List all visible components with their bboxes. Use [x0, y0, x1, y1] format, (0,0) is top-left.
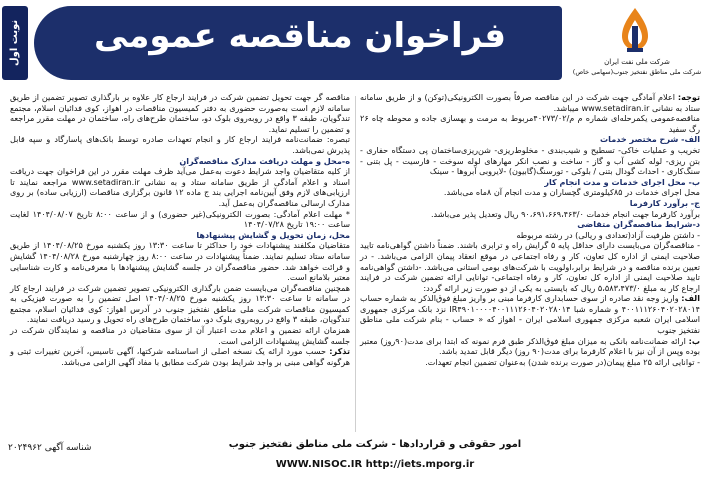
footer-department: امور حقوقی و قراردادها - شرکت ملی مناطق نفتخیز جنوب	[228, 439, 522, 450]
guarantee-option-a	[360, 293, 700, 335]
left-column	[10, 92, 350, 367]
section-a-heading: الف- شرح مختصر خدمات	[600, 134, 700, 145]
notice-title: فراخوان مناقصه عمومی	[93, 16, 507, 56]
physical-guarantee-text: همچنین مناقصه‌گران می‌بایست ضمن بارگذاری الکترونیکی تصویر تضمین شرکت در فرایند ارجاع کار در سامانه تا ساعت ۱۳:۳۰ روز یکشنبه مورخ ۱۴۰۴/۰۸/۲۵ اصل تضمین را به صورت فیزیکی به کمیسیون مناقصات شرکت ملی مناطق نفتخیز جنوب در آدرس اهواز: کوی فدائیان اسلام، مجتمع تندگویان، طبقه ۳ واقع در روبه‌روی بلوک دو، ساختمان طرح‌های راه تحویل و رسید دریافت نمایند.	[10, 282, 350, 325]
tender-number-paragraph: مناقصه‌عمومی یکمرحله‌ای شماره م م/۴۰۲۷۳/۰۲مربوط به مرمت و بهسازی جاده و محوطه چاه ۲۶ رگ سفید	[360, 113, 700, 134]
option-a-label: الف:	[681, 293, 700, 304]
attention-label: توجه:	[677, 92, 700, 102]
notice-header	[0, 0, 708, 88]
capacity-requirement: - داشتن ظرفیت آزاد(تعدادی و ریالی) در رشته مربوطه	[516, 229, 700, 240]
services-description: تخریب و عملیات خاکی- تسطیح و شیب‌بندی - مخلوط‌ریزی- شن‌ریزی‌ساختمان پی دستگاه حفاری - بتن ریزی- لوله کشی آب و گاز - ساخت و نصب انکر مهارهای لوله سوخت - فارسیت - پل بتنی - سنگ‌کاری - احداث گودال بتنی / بلوکی - تورسنگ(گابیون) -لایروبی آبروها - سینک	[360, 144, 700, 177]
reminder-text: حسب مورد ارائه یک نسخه اصلی از اساسنامه شرکتها، آگهی تاسیس، آخرین تغییرات ثبتی و هرگونه گواهی مبنی بر واجد شرایط بودن شرکت مطابق با مفاد آگهی الزامی می‌باشد.	[10, 346, 350, 367]
estimate-text: برآورد کارفرما جهت انجام خدمات ۹۰،۶۹۱،۶۶۹،۴۶۳/۰ ریال وتعدیل پذیر می‌باشد.	[430, 208, 700, 219]
option-b-label: ب:	[688, 335, 701, 346]
section-e-heading: ه-محل و مهلت دریافت مدارک مناقصه‌گران	[179, 155, 350, 166]
logo-company-name: شرکت ملی نفت ایران	[604, 58, 670, 66]
company-logo	[568, 2, 706, 86]
note-banks-text: تبصره: ضمانت‌نامه فرایند ارجاع کار و انجام تعهدات صادره توسط بانک‌های پاسارگاد و سپه قابل پذیرش نمی‌باشد.	[10, 134, 350, 155]
ad-id: شناسه آگهی ۲۰۲۴۹۶۲	[8, 443, 92, 453]
attention-paragraph	[360, 92, 700, 113]
guarantee-option-b	[360, 336, 700, 357]
validity-declaration-text: همزمان ارائه تضمین و اعلام مدت اعتبار آن از سوی متقاضیان در مناقصه و نمایندگان شرکت در جلسه گشایش پیشنهادات الزامی است.	[10, 325, 350, 346]
qualification-requirements: - مناقصه‌گران می‌بایست دارای حداقل پایه ۵ گرایش راه و ترابری باشند. ضمناً داشتن گواهی‌نامه تایید صلاحیت ایمنی از اداره کل تعاون، کار و رفاه اجتماعی در موقع انعقاد پیمان الزامی می‌باشد. - در تعیین برنده مناقصه و در شرایط برابر،اولویت با شرکت‌های بومی استانی می‌باشد. -داشتن گواهی‌نامه تایید صلاحیت ایمنی از اداره کل تعاون، کار و رفاه اجتماعی- توانایی ارائه تضمین شرکت در فرایند ارجاع کار به مبلغ ۵،۵۸۳،۴۷۳/۰ ریال که بایستی به یکی از دو صورت زیر ارائه گردد:	[360, 240, 701, 293]
section-b-heading: ب- محل اجرای خدمات و مدت انجام کار	[544, 176, 700, 187]
attention-text: اعلام آمادگی جهت شرکت در این مناقصه صرفاً بصورت الکترونیکی(توکن) و از طریق سامانه ستاد به نشانی www.setadiran.ir میباشد.	[360, 92, 700, 113]
performance-guarantee-text: - توانایی ارائه ۲۵ مبلغ پیمان(در صورت برنده شدن) به‌عنوان تضمین انجام تعهدات.	[425, 356, 700, 367]
section-d-heading: د-شرایط مناقصه‌گران متقاضی	[577, 219, 700, 230]
location-duration-text: محل اجرای خدمات در ۸۵کیلومتری گچساران و مدت انجام آن ۸ماه می‌باشد.	[443, 187, 700, 198]
reminder-label: تذکر:	[329, 346, 350, 357]
option-b-text: ارائه ضمانت‌نامه بانکی به میزان مبلغ فوق‌الذکر طبق فرم نمونه که ابتدا برای مدت(۹۰روز) معتبر بوده وپس از آن نیز با اعلام کارفرما برای مدت(۹۰ روز) دیگر قابل تمدید باشد.	[360, 335, 700, 357]
documents-receipt-text: از کلیه متقاضیان واجد شرایط دعوت به‌عمل می‌آید ظرف مهلت مقرر در این فراخوان جهت دریافت اسناد و اعلام آمادگی از طریق سامانه ستاد و به نشانی www.setadiran.ir مراجعه نمایند تا ارزیابی‌های لازم وفق آیین‌نامه اجرایی بند ج ماده ۱۲ قانون برگزاری مناقصات (ارزیابی ساده) بر روی مدارک ارسالی مناقصه‌گران به‌عمل آید.	[10, 166, 350, 208]
option-a-text: واریز وجه نقد صادره از سوی حسابداری کارفرما مبنی بر واریز مبلغ فوق‌الذکر به شماره حساب ۴۰۰۱۱۱۲۶۰۴۰۲۰۲۸۰۱۴ و شماره شبا IR۴۹۰۱۰۰۰۰۴۰۰۱۱۱۲۶۰۴۰۲۰۲۸۰۱۴ نزد بانک مرکزی جمهوری اسلامی ایران شعبه مرکزی جمهوری اسلامی ایران - اهواز که « حساب - بنام شرکت ملی مناطق نفتخیز جنوب	[360, 293, 700, 336]
section-f-heading: محل، زمان تحویل و گشایش پیشنهادها	[196, 229, 350, 240]
footer-websites: WWW.NISOC.IR http://iets.mporg.ir	[275, 459, 475, 470]
right-column	[360, 92, 700, 367]
bid-submission-text: متقاضیان مکلفند پیشنهادات خود را حداکثر تا ساعت ۱۳:۳۰ روز یکشنبه مورخ ۱۴۰۴/۰۸/۲۵ از طریق سامانه ستاد تسلیم نمایند. ضمناً پیشنهادات در ساعت ۸:۰۰ روز چهارشنبه مورخ ۱۴۰۴/۰۸/۲۸ گشایش و قرائت خواهد شد. حضور مناقصه‌گران در جلسه گشایش پیشنهادها با معرفی‌نامه و کارت شناسایی معتبر بلامانع است.	[10, 240, 350, 283]
nioc-logo-icon	[608, 6, 662, 56]
section-c-heading: ج- برآورد کارفرما	[629, 197, 700, 208]
round-badge: نوبت اول	[2, 6, 28, 80]
readiness-deadline-text: * مهلت اعلام آمادگی: بصورت الکترونیکی(غیر حضوری) و از ساعت ۸:۰۰ تاریخ ۱۴۰۴/۰۸/۰۷ لغایت ساعت ۱۹:۰۰ تاریخ ۱۴۰۴/۰۷/۲۸	[10, 208, 350, 230]
reminder-paragraph	[10, 346, 350, 367]
notice-footer	[0, 437, 708, 480]
logo-subsidiary-name: شرکت ملی مناطق نفتخیز جنوب(سهامی خاص)	[572, 68, 702, 76]
column-divider	[355, 96, 356, 432]
guarantee-delivery-text: مناقصه گر جهت تحویل تضمین شرکت در فرایند ارجاع کار علاوه بر بارگذاری تصویر تضمین از طریق سامانه لازم است به‌صورت حضوری به دفتر کمیسیون مناقصات در اهواز، کوی فدائیان اسلام، مجتمع تندگویان، طبقه ۳ واقع در روبه‌روی بلوک دو، ساختمان طرح‌های راه، ساختمان در مهلت مقرر مراجعه و تضمین را تسلیم نماید.	[10, 92, 351, 134]
